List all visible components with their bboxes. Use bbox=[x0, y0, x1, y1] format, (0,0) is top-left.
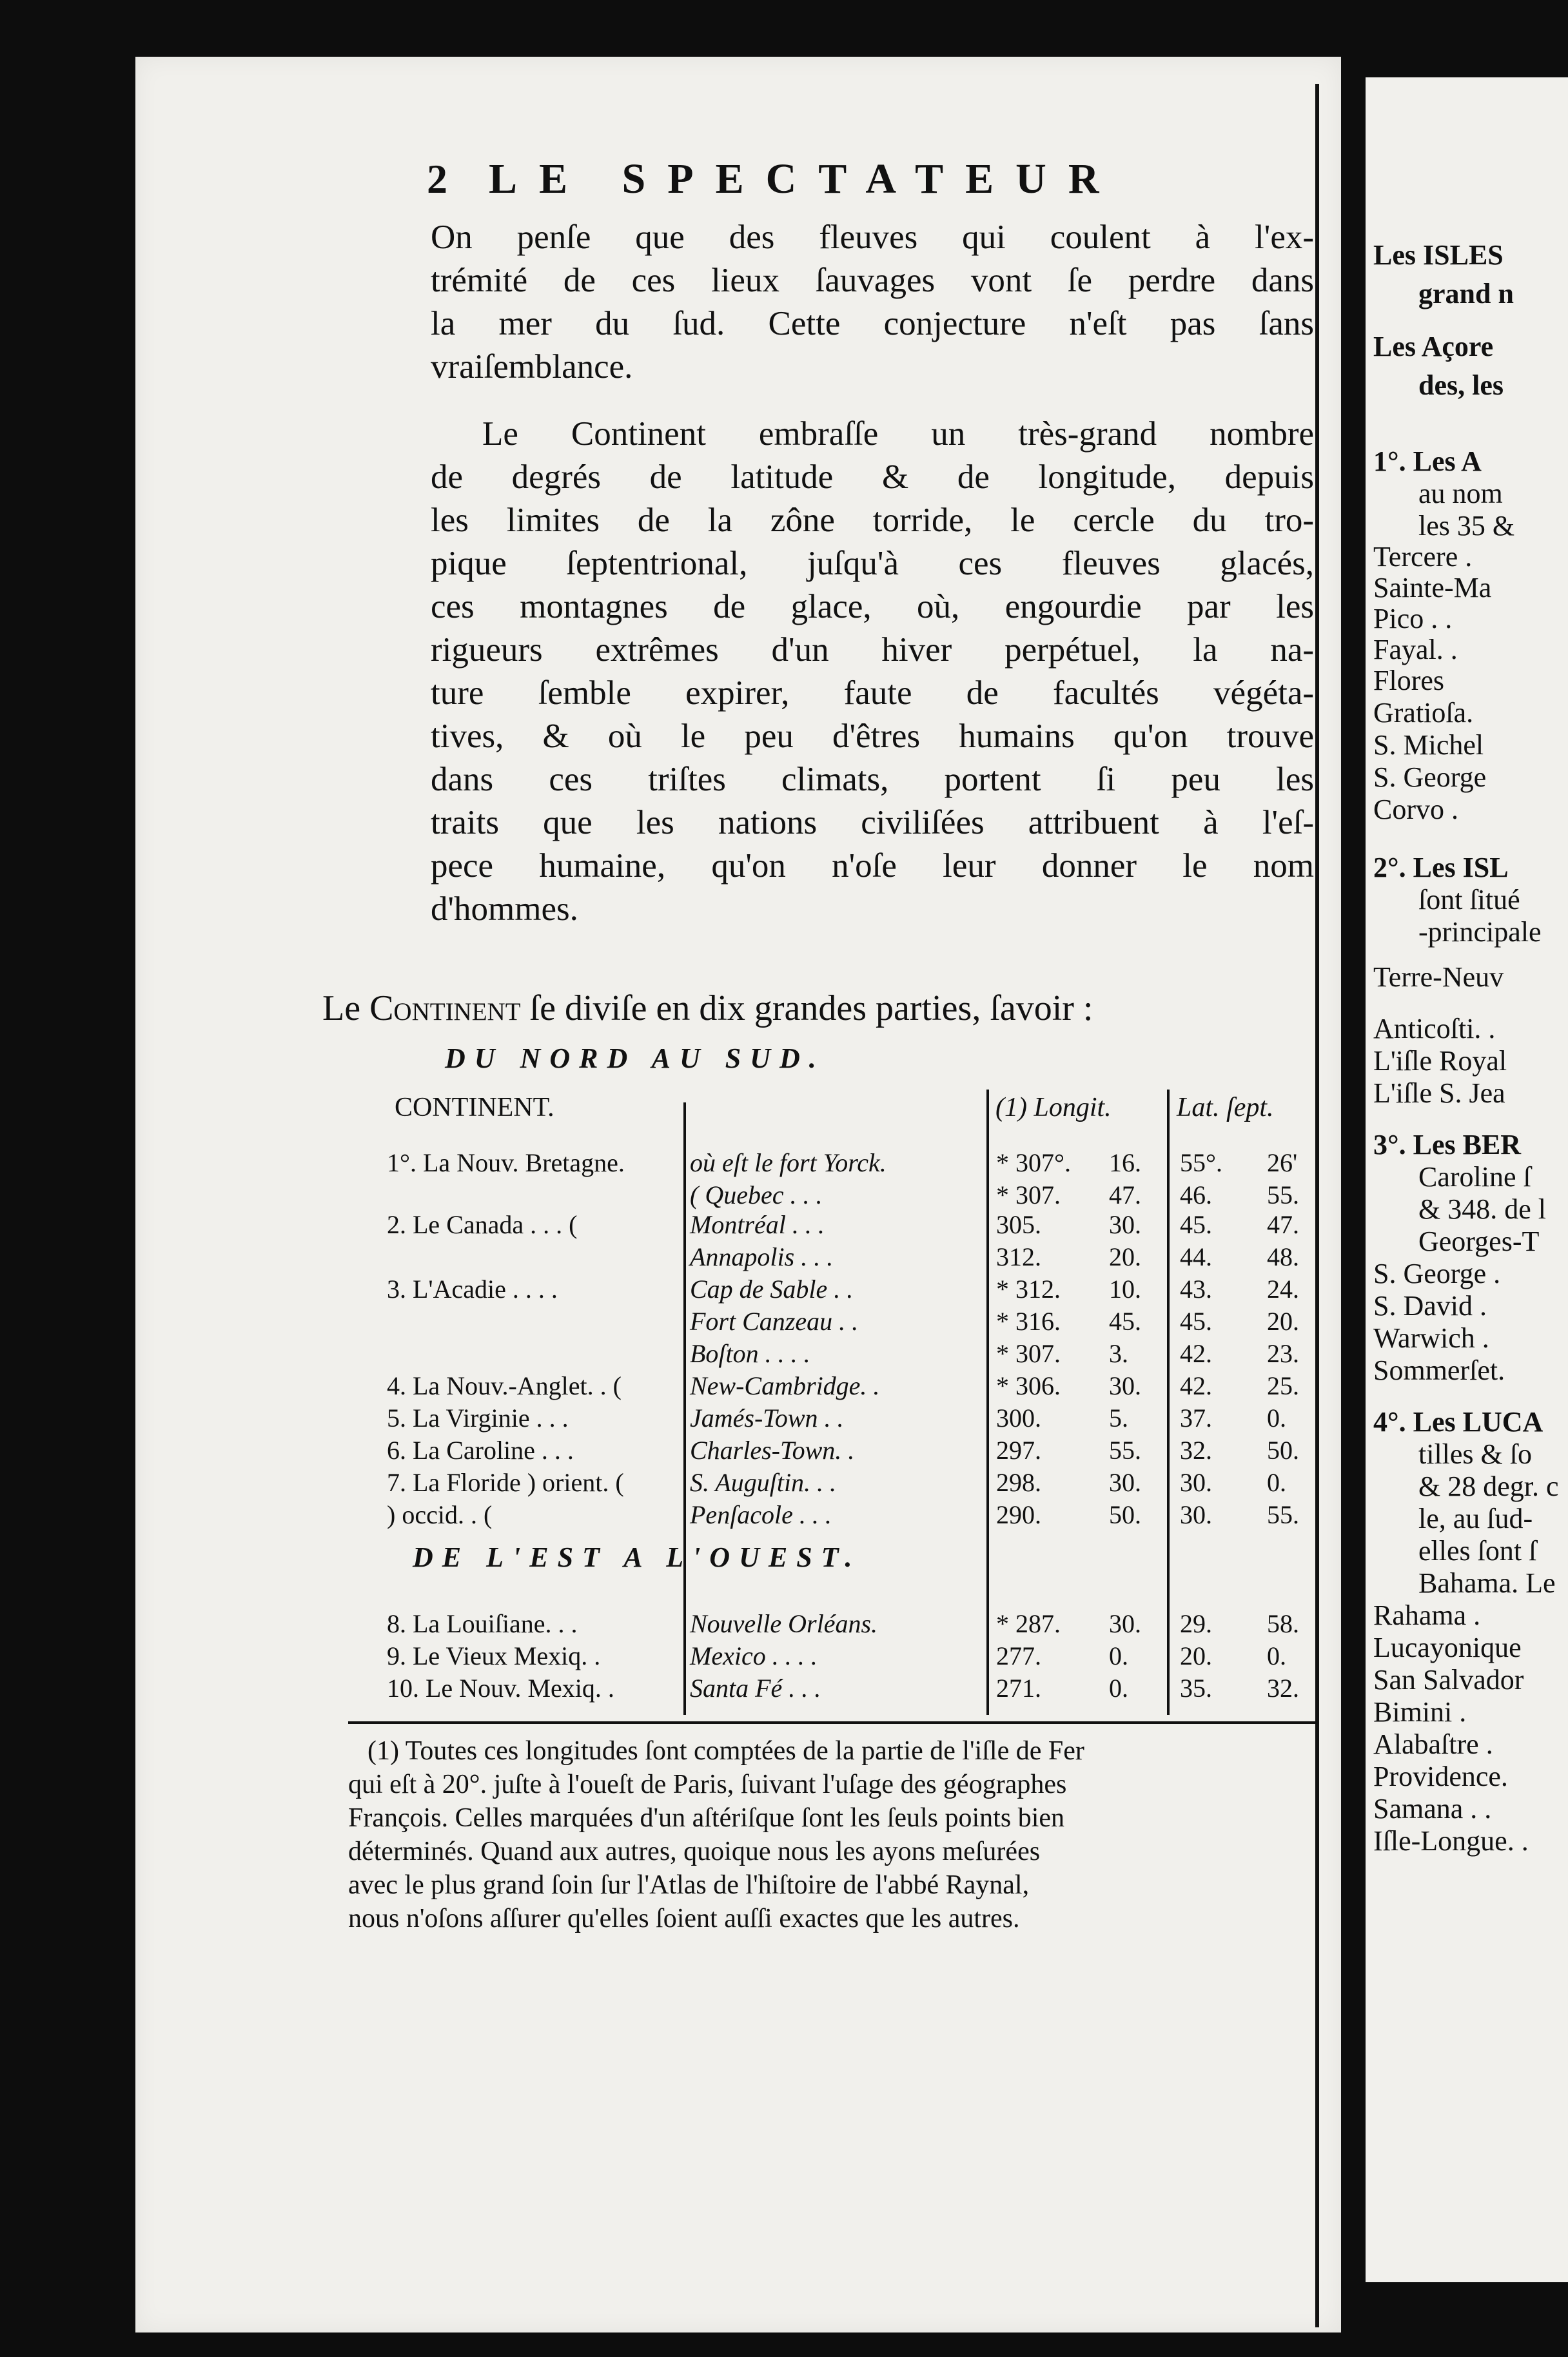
right-page-line: 2°. Les ISL bbox=[1373, 852, 1509, 883]
right-page-line: San Salvador bbox=[1373, 1664, 1524, 1696]
footnote-line: avec le plus grand ſoin ſur l'Atlas de l'hiſtoire de l'abbé Raynal, bbox=[348, 1870, 1030, 1900]
city-cell: Mexico . . . . bbox=[690, 1641, 818, 1670]
table-row bbox=[387, 1209, 1328, 1243]
running-header bbox=[427, 155, 1121, 204]
latitude-min-cell: 24. bbox=[1267, 1275, 1299, 1304]
city-cell: Boſton . . . . bbox=[690, 1339, 810, 1368]
division-prefix: Le bbox=[322, 988, 370, 1028]
longitude-deg-cell: * 312. bbox=[996, 1275, 1061, 1304]
latitude-deg-cell: 43. bbox=[1180, 1275, 1212, 1304]
city-cell: Charles-Town. . bbox=[690, 1436, 855, 1465]
latitude-deg-cell: 45. bbox=[1180, 1307, 1212, 1336]
latitude-min-cell: 0. bbox=[1267, 1468, 1286, 1497]
latitude-deg-cell: 29. bbox=[1180, 1609, 1212, 1638]
footnote-line: nous n'oſons aſſurer qu'elles ſoient auſſi exactes que les autres. bbox=[348, 1904, 1020, 1933]
right-page-line: Samana . . bbox=[1373, 1793, 1492, 1824]
header-latitude: Lat. ſept. bbox=[1177, 1093, 1274, 1122]
latitude-min-cell: 47. bbox=[1267, 1210, 1299, 1239]
text-line: traits que les nations civiliſées attribuent à l'eſ- bbox=[431, 804, 1314, 841]
right-page-line: Caroline ſ bbox=[1418, 1161, 1531, 1193]
right-page-line: Georges-T bbox=[1418, 1226, 1540, 1257]
right-page-line: Providence. bbox=[1373, 1761, 1508, 1792]
right-page-line: Sainte-Ma bbox=[1373, 572, 1492, 603]
text-line: les limites de la zône torride, le cercle du tro- bbox=[431, 502, 1314, 539]
latitude-deg-cell: 46. bbox=[1180, 1180, 1212, 1209]
right-page-line: Les ISLES bbox=[1373, 239, 1504, 271]
table-row bbox=[387, 1338, 1328, 1372]
region-cell: 6. La Caroline . . . bbox=[387, 1436, 574, 1465]
table-row bbox=[387, 1403, 1328, 1436]
latitude-deg-cell: 44. bbox=[1180, 1242, 1212, 1271]
latitude-min-cell: 48. bbox=[1267, 1242, 1299, 1271]
text-line: la mer du ſud. Cette conjecture n'eſt pas ſans bbox=[431, 305, 1314, 342]
right-page-line: les 35 & bbox=[1418, 510, 1515, 542]
latitude-deg-cell: 30. bbox=[1180, 1500, 1212, 1529]
latitude-deg-cell: 42. bbox=[1180, 1371, 1212, 1400]
city-cell: Montréal . . . bbox=[690, 1210, 825, 1239]
paragraph-1 bbox=[431, 216, 1314, 389]
text-line: pique ſeptentrional, juſqu'à ces fleuves glacés, bbox=[431, 545, 1314, 582]
latitude-min-cell: 32. bbox=[1267, 1674, 1299, 1703]
longitude-min-cell: 30. bbox=[1109, 1609, 1141, 1638]
longitude-min-cell: 50. bbox=[1109, 1500, 1141, 1529]
right-page-line: S. Michel bbox=[1373, 729, 1484, 761]
longitude-deg-cell: 277. bbox=[996, 1641, 1041, 1670]
region-cell: 9. Le Vieux Mexiq. . bbox=[387, 1641, 601, 1670]
table-row bbox=[387, 1641, 1328, 1674]
region-cell: 3. L'Acadie . . . . bbox=[387, 1275, 558, 1304]
right-page-line: Terre-Neuv bbox=[1373, 961, 1504, 993]
right-page-line: 3°. Les BER bbox=[1373, 1129, 1522, 1160]
longitude-deg-cell: 271. bbox=[996, 1674, 1041, 1703]
text-line: tives, & où le peu d'êtres humains qu'on trouve bbox=[431, 718, 1314, 755]
city-cell: Annapolis . . . bbox=[690, 1242, 834, 1271]
page-title: LE SPECTATEUR bbox=[489, 155, 1121, 202]
table-row bbox=[387, 1500, 1328, 1533]
right-page-line: Sommerſet. bbox=[1373, 1355, 1505, 1386]
right-page-line: L'iſle S. Jea bbox=[1373, 1077, 1505, 1109]
right-page-line: Bahama. Le bbox=[1418, 1567, 1556, 1599]
longitude-min-cell: 5. bbox=[1109, 1403, 1128, 1433]
right-page-line: S. George bbox=[1373, 761, 1487, 793]
right-page-line: Iſle-Longue. . bbox=[1373, 1825, 1529, 1857]
division-rest: ſe diviſe en dix grandes parties, ſavoir : bbox=[520, 988, 1093, 1028]
longitude-deg-cell: 297. bbox=[996, 1436, 1041, 1465]
city-cell: Santa Fé . . . bbox=[690, 1674, 821, 1703]
text-line: d'hommes. bbox=[431, 890, 578, 928]
city-cell: Fort Canzeau . . bbox=[690, 1307, 859, 1336]
text-line: trémité de ces lieux ſauvages vont ſe perdre dans bbox=[431, 262, 1314, 299]
table-row bbox=[387, 1148, 1328, 1181]
city-cell: Cap de Sable . . bbox=[690, 1275, 854, 1304]
longitude-min-cell: 0. bbox=[1109, 1674, 1128, 1703]
longitude-min-cell: 30. bbox=[1109, 1210, 1141, 1239]
city-cell: où eſt le fort Yorck. bbox=[690, 1148, 887, 1177]
right-page-line: tilles & ſo bbox=[1418, 1438, 1532, 1470]
right-page-line: Gratioſa. bbox=[1373, 697, 1474, 729]
city-cell: ( Quebec . . . bbox=[690, 1180, 823, 1209]
latitude-deg-cell: 55°. bbox=[1180, 1148, 1222, 1177]
footnote-line: (1) Toutes ces longitudes ſont comptées de la partie de l'iſle de Fer bbox=[368, 1736, 1084, 1766]
latitude-deg-cell: 45. bbox=[1180, 1210, 1212, 1239]
table-row bbox=[387, 1274, 1328, 1307]
right-page-line: Les Açore bbox=[1373, 331, 1494, 362]
longitude-min-cell: 45. bbox=[1109, 1307, 1141, 1336]
text-line: ture ſemble expirer, faute de facultés végéta- bbox=[431, 674, 1314, 712]
longitude-min-cell: 3. bbox=[1109, 1339, 1128, 1368]
table-row bbox=[387, 1306, 1328, 1340]
text-line: rigueurs extrêmes d'un hiver perpétuel, la na- bbox=[431, 631, 1314, 669]
subheading-east-west: DE L'EST A L'OUEST. bbox=[413, 1541, 861, 1573]
longitude-deg-cell: 290. bbox=[996, 1500, 1041, 1529]
right-page-line: S. David . bbox=[1373, 1290, 1487, 1322]
longitude-deg-cell: 305. bbox=[996, 1210, 1041, 1239]
longitude-deg-cell: * 287. bbox=[996, 1609, 1061, 1638]
right-page-line: & 28 degr. c bbox=[1418, 1471, 1559, 1502]
subheading-north-south: DU NORD AU SUD. bbox=[445, 1042, 825, 1074]
right-page-line: ſont ſitué bbox=[1418, 884, 1520, 915]
longitude-min-cell: 10. bbox=[1109, 1275, 1141, 1304]
region-cell: 5. La Virginie . . . bbox=[387, 1403, 569, 1433]
latitude-min-cell: 0. bbox=[1267, 1641, 1286, 1670]
right-page-line: Warwich . bbox=[1373, 1322, 1489, 1354]
latitude-min-cell: 50. bbox=[1267, 1436, 1299, 1465]
footnote-rule bbox=[348, 1721, 1315, 1724]
longitude-min-cell: 47. bbox=[1109, 1180, 1141, 1209]
longitude-deg-cell: * 307°. bbox=[996, 1148, 1071, 1177]
latitude-deg-cell: 30. bbox=[1180, 1468, 1212, 1497]
right-page-line: Fayal. . bbox=[1373, 634, 1458, 665]
latitude-min-cell: 58. bbox=[1267, 1609, 1299, 1638]
longitude-deg-cell: 312. bbox=[996, 1242, 1041, 1271]
longitude-min-cell: 16. bbox=[1109, 1148, 1141, 1177]
region-cell: 2. Le Canada . . . ( bbox=[387, 1210, 578, 1239]
table-row bbox=[387, 1371, 1328, 1404]
footnote-line: qui eſt à 20°. juſte à l'oueſt de Paris, ſuivant l'uſage des géographes bbox=[348, 1770, 1067, 1799]
right-page-line: Flores bbox=[1373, 665, 1444, 696]
right-page-line: & 348. de l bbox=[1418, 1193, 1546, 1225]
latitude-deg-cell: 42. bbox=[1180, 1339, 1212, 1368]
longitude-min-cell: 30. bbox=[1109, 1371, 1141, 1400]
latitude-min-cell: 0. bbox=[1267, 1403, 1286, 1433]
latitude-deg-cell: 32. bbox=[1180, 1436, 1212, 1465]
longitude-deg-cell: 300. bbox=[996, 1403, 1041, 1433]
latitude-min-cell: 55. bbox=[1267, 1180, 1299, 1209]
city-cell: Nouvelle Orléans. bbox=[690, 1609, 878, 1638]
right-page-line: Rahama . bbox=[1373, 1599, 1481, 1631]
longitude-deg-cell: 298. bbox=[996, 1468, 1041, 1497]
table-row bbox=[387, 1673, 1328, 1707]
latitude-min-cell: 20. bbox=[1267, 1307, 1299, 1336]
table-row bbox=[387, 1467, 1328, 1501]
footnote-line: déterminés. Quand aux autres, quoique nous les ayons meſurées bbox=[348, 1837, 1041, 1866]
text-line: On penſe que des fleuves qui coulent à l'ex- bbox=[431, 219, 1314, 256]
table-row bbox=[387, 1242, 1328, 1275]
text-line: vraiſemblance. bbox=[431, 348, 633, 386]
longitude-min-cell: 20. bbox=[1109, 1242, 1141, 1271]
text-line: ces montagnes de glace, où, engourdie par les bbox=[431, 588, 1314, 625]
text-line: dans ces triſtes climats, portent ſi peu les bbox=[431, 761, 1314, 798]
latitude-min-cell: 55. bbox=[1267, 1500, 1299, 1529]
header-continent: CONTINENT. bbox=[395, 1093, 554, 1122]
paragraph-2 bbox=[431, 413, 1314, 931]
page-number: 2 bbox=[427, 156, 447, 202]
right-page-line: L'iſle Royal bbox=[1373, 1045, 1507, 1077]
right-page-line: Corvo . bbox=[1373, 794, 1458, 825]
longitude-deg-cell: * 307. bbox=[996, 1339, 1061, 1368]
right-page-line: 4°. Les LUCA bbox=[1373, 1406, 1544, 1438]
table-row bbox=[387, 1609, 1328, 1642]
right-page-line: Pico . . bbox=[1373, 603, 1453, 634]
longitude-deg-cell: * 316. bbox=[996, 1307, 1061, 1336]
right-page-line: Alabaſtre . bbox=[1373, 1728, 1493, 1760]
latitude-deg-cell: 20. bbox=[1180, 1641, 1212, 1670]
text-line: de degrés de latitude & de longitude, depuis bbox=[431, 458, 1314, 496]
right-page-line: au nom bbox=[1418, 478, 1503, 509]
division-word: Continent bbox=[369, 988, 521, 1028]
city-cell: New-Cambridge. . bbox=[690, 1371, 880, 1400]
right-page-line: le, au ſud- bbox=[1418, 1503, 1533, 1534]
division-heading bbox=[322, 988, 1093, 1029]
latitude-deg-cell: 35. bbox=[1180, 1674, 1212, 1703]
right-page-line: Bimini . bbox=[1373, 1696, 1467, 1728]
region-cell: 8. La Louiſiane. . . bbox=[387, 1609, 578, 1638]
right-page-line: 1°. Les A bbox=[1373, 445, 1482, 477]
right-page-line: des, les bbox=[1418, 369, 1504, 401]
region-cell: 1°. La Nouv. Bretagne. bbox=[387, 1148, 625, 1177]
longitude-min-cell: 55. bbox=[1109, 1436, 1141, 1465]
region-cell: ) occid. . ( bbox=[387, 1500, 493, 1529]
city-cell: S. Auguſtin. . . bbox=[690, 1468, 837, 1497]
latitude-min-cell: 25. bbox=[1267, 1371, 1299, 1400]
city-cell: Jamés-Town . . bbox=[690, 1403, 844, 1433]
coordinates-table bbox=[387, 1083, 1328, 1721]
longitude-deg-cell: * 306. bbox=[996, 1371, 1061, 1400]
footnote bbox=[348, 1734, 1315, 1935]
right-page-line: Lucayonique bbox=[1373, 1632, 1522, 1663]
city-cell: Penſacole . . . bbox=[690, 1500, 832, 1529]
footnote-line: François. Celles marquées d'un aſtériſque ſont les ſeuls points bien bbox=[348, 1803, 1065, 1833]
latitude-deg-cell: 37. bbox=[1180, 1403, 1212, 1433]
table-row bbox=[387, 1435, 1328, 1469]
region-cell: 10. Le Nouv. Mexiq. . bbox=[387, 1674, 614, 1703]
latitude-min-cell: 23. bbox=[1267, 1339, 1299, 1368]
longitude-min-cell: 30. bbox=[1109, 1468, 1141, 1497]
region-cell: 7. La Floride ) orient. ( bbox=[387, 1468, 624, 1497]
right-page-line: -principale bbox=[1418, 916, 1542, 948]
right-page-line: Anticoſti. . bbox=[1373, 1013, 1496, 1044]
latitude-min-cell: 26' bbox=[1267, 1148, 1298, 1177]
text-line: pece humaine, qu'on n'oſe leur donner le nom bbox=[431, 847, 1314, 885]
longitude-deg-cell: * 307. bbox=[996, 1180, 1061, 1209]
region-cell: 4. La Nouv.-Anglet. . ( bbox=[387, 1371, 622, 1400]
right-page-line: Tercere . bbox=[1373, 541, 1473, 572]
right-page-line: elles ſont ſ bbox=[1418, 1535, 1537, 1567]
right-page-line: grand n bbox=[1418, 278, 1514, 309]
longitude-min-cell: 0. bbox=[1109, 1641, 1128, 1670]
text-line: Le Continent embraſſe un très-grand nombre bbox=[482, 415, 1314, 453]
header-longitude: (1) Longit. bbox=[995, 1093, 1112, 1122]
right-page-line: S. George . bbox=[1373, 1258, 1501, 1289]
table-row bbox=[387, 1180, 1328, 1213]
